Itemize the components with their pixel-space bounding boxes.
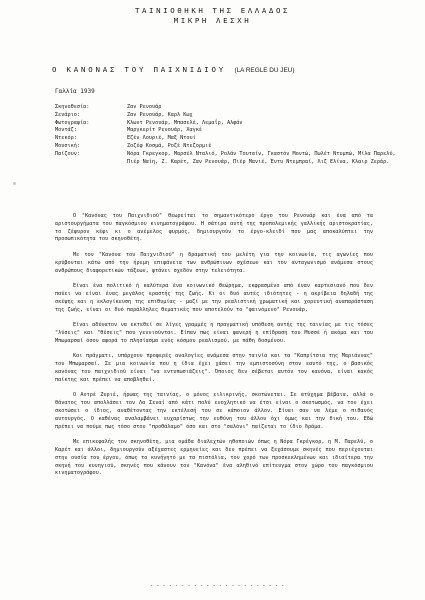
paragraph: Με τον "Κανόνα του Παιχνιδιού" η δραματική του μελέτη για την κοινωνία, τις αγωνίες που κρύβονται κάτω από την ήρεμη επιφάνεια των ανθρώπινων σχέσεων και τον ανταγωνισμό ανάμεσα στους ανθρώπους διαφορετικών τάξεων, φτάνει σχεδόν στην τελειότητα. [55,251,373,274]
credits-block [55,104,402,166]
credit-row [55,127,402,135]
credit-value: Εζέν Λουριέ, Μαξ Ντουί [127,135,196,142]
paragraph: Είναι αδύνατον να εκτεθεί σε λίγες γραμμές η πραγματική υπόθεση αυτής της ταινίας με τις τόσες "λύσεις" και "θέσεις" που γεννιούνται. Είπαν πως είναι φανερή η επίδραση του Μυσσέ ή ακόμα και του Μπωμαρσαί όσον αφορά το πλησίασμα ενός κόσμου ρεαλισμού, με πάθη δοσμένου. [55,322,373,344]
credit-role: Σενάριο: [55,111,80,118]
film-title-greek: Ο ΚΑΝΟΝΑΣ ΤΟΥ ΠΑΙΧΝΙΔΙΟΥ [52,65,226,74]
credit-row [55,120,402,128]
paragraph: Με επικεφαλής τον σκηνοθέτη, μια ομάδα διαλεχτών ηθοποιών όπως η Νόρα Γκρέγκορ, η Μ. Παρελύ, ο Καρέτ και άλλοι, δημιουργούν αξέχαστες ερμηνείες και δεν πρέπει να ξεχάσουμε σκηνές που περιέχονται στην ουσία του έργου, όπως το κυνήγητό με τα πιστόλια, τον χορό των προσκεκλημένων και ιδιαίτερα την σκηνή του κυνηγιού, σκηνές που κάνουν τον "Κανόνα" ένα αληθινό επίτευγμα στον χώρο του παγκόσμιου κινηματογράφου. [55,439,373,477]
film-title-original: (LA REGLE DU JEU) [234,67,295,74]
paragraph: Είναι ένα πολιτικό ή καλύτερα ένα κοινωνικό θεώρημα, εκφρασμένο από έναν καρτεσιανό που δεν παύει να είναι ένας μεγάλος εραστής της ζωής. Κι οι δυό αυτές ιδιότητες - η ακρίβεια δηλαδή της σκέψης και η εκλογίκευση της επιθυμίας - μαζί με την ρεαλιστική χρωματική και χορευτική αναπαράσταση της ζωής, είναι οι δυό παράλληλες θεματικές που αποτελούν το "φαινόμενο" Ρενουάρ. [55,283,373,313]
review-text [55,213,373,486]
closing-dashes: - - - - - - - - - - - - - - - - - - - - - - [150,583,285,589]
header-line-1: ΤΑΙΝΙΟΘΗΚΗ ΤΗΣ ΕΛΛΑΔΟΣ [134,6,291,15]
credit-row [55,112,402,120]
credit-value: Κλωντ Ρενουάρ, Μπασελέ, Λεμαΐρ, Αλφάν [127,119,243,126]
film-title [52,65,294,74]
credit-role: Μουσική: [55,142,80,149]
credit-role: Μοντάζ: [55,127,77,134]
credit-row [55,104,402,112]
punch-mark [13,182,16,185]
credit-value: Ζοζέφ Κοσμά, Ροζέ Ντεζορμιέ [127,142,212,149]
paragraph: Και πράγματι, υπάρχουν προφερές αναλογίες ανάμεσα στην ταινία και τα "Καπρίτσια της Μαριάννας" του Μπωμαρσαί. Σε μια κοινωνία που η ίδια έχει χάσει την εμπιστοσύνη στον εαυτό της, ο βασικός κανόνας του παιχνιδιού είναι "να εντυπωσιάζεις". Όποιος δεν σέβεται αυτόν τον κανόνα, είναι κακός παίκτης και πρέπει να αποβληθεί. [55,353,373,383]
credit-value: Ζαν Ρενουάρ [127,104,162,110]
credit-row [55,151,402,167]
credit-value: Ζαν Ρενουάρ, Καρλ Κωχ [127,111,193,118]
credit-role: Φωτογραφία: [55,119,90,126]
paragraph: Ο Αντρέ Ζυριέ, ήρωας της ταινίας, ο μόνος ειλικρινής, σκοτώνεται. Σε ατύχημα βέβαια, αλλά ο θάνατος του απολλάσει τον Λα Σεναί από κάτι πολύ ενοχλητικό να έτσι είναι ο σκοτωσμός, να τον έχει σκοτώσει ο ίδιος, αναθέτοντας την εκτέλεσή του σε κάποιον άλλον. Είναι σαν να λέμε ο πιθανός αυτουργός. Ο καθένας αναλαμβάνει ευχαρίστως την ευθύνη του άλλου όχι όμως και την δική του. Εδώ πρέπει να πούμε πως τόσο στον "προθάλαμο" όσο και στο "σαλόνι" παίζεται το ίδιο δράμα. [55,392,373,430]
credit-value: Νόρα Γκρεγκορ, Μαρσέλ Νταλιό, Ρολάν Τουταίν, Γκαστόν Μοντώ, Πωλέτ Ντυμπώ, Μίλα Παρελύ, Πιέρ Ναίη, Ζ. Καρέτ, Ζαν Ρενουάρ, Πιέρ Μανιέ, Έντυ Ντεμπραί, Λιζ Ελίνα, Κλαιρ Ζεράρ. [127,150,396,165]
paragraph: Ο "Κανόνας του Παιχνιδιού" θεωρείται το σημαντικότερο έργο του Ρενουάρ και ένα από τα αριστουργήματα του παγκόσμιου κινηματογράφου. Η σάτιρα αυτή της προπολεμικής γαλλικής αριστοκρατίας, το ζέφυρον κέφι κι ο ανέμελος φυρμός, δημιουργούν το έργο-κλειδί που μας αποκαλύπτει την προσωπικότητα του σκηνοθέτη. [55,213,373,243]
header-line-2: ΜΙΚΡΗ ΛΕΣΧΗ [173,16,252,25]
institution-header [0,6,425,26]
credit-value: Μαργκερίτ Ρενουάρ, Χαγκέ [127,127,202,134]
credit-role: Ντεκόρ: [55,135,77,142]
credit-row [55,135,402,143]
credit-role: Σκηνοθεσία: [55,104,90,110]
country-year: Γαλλία 1939 [55,88,95,95]
credit-role: Παίζουν: [55,150,80,157]
credit-row [55,143,402,151]
